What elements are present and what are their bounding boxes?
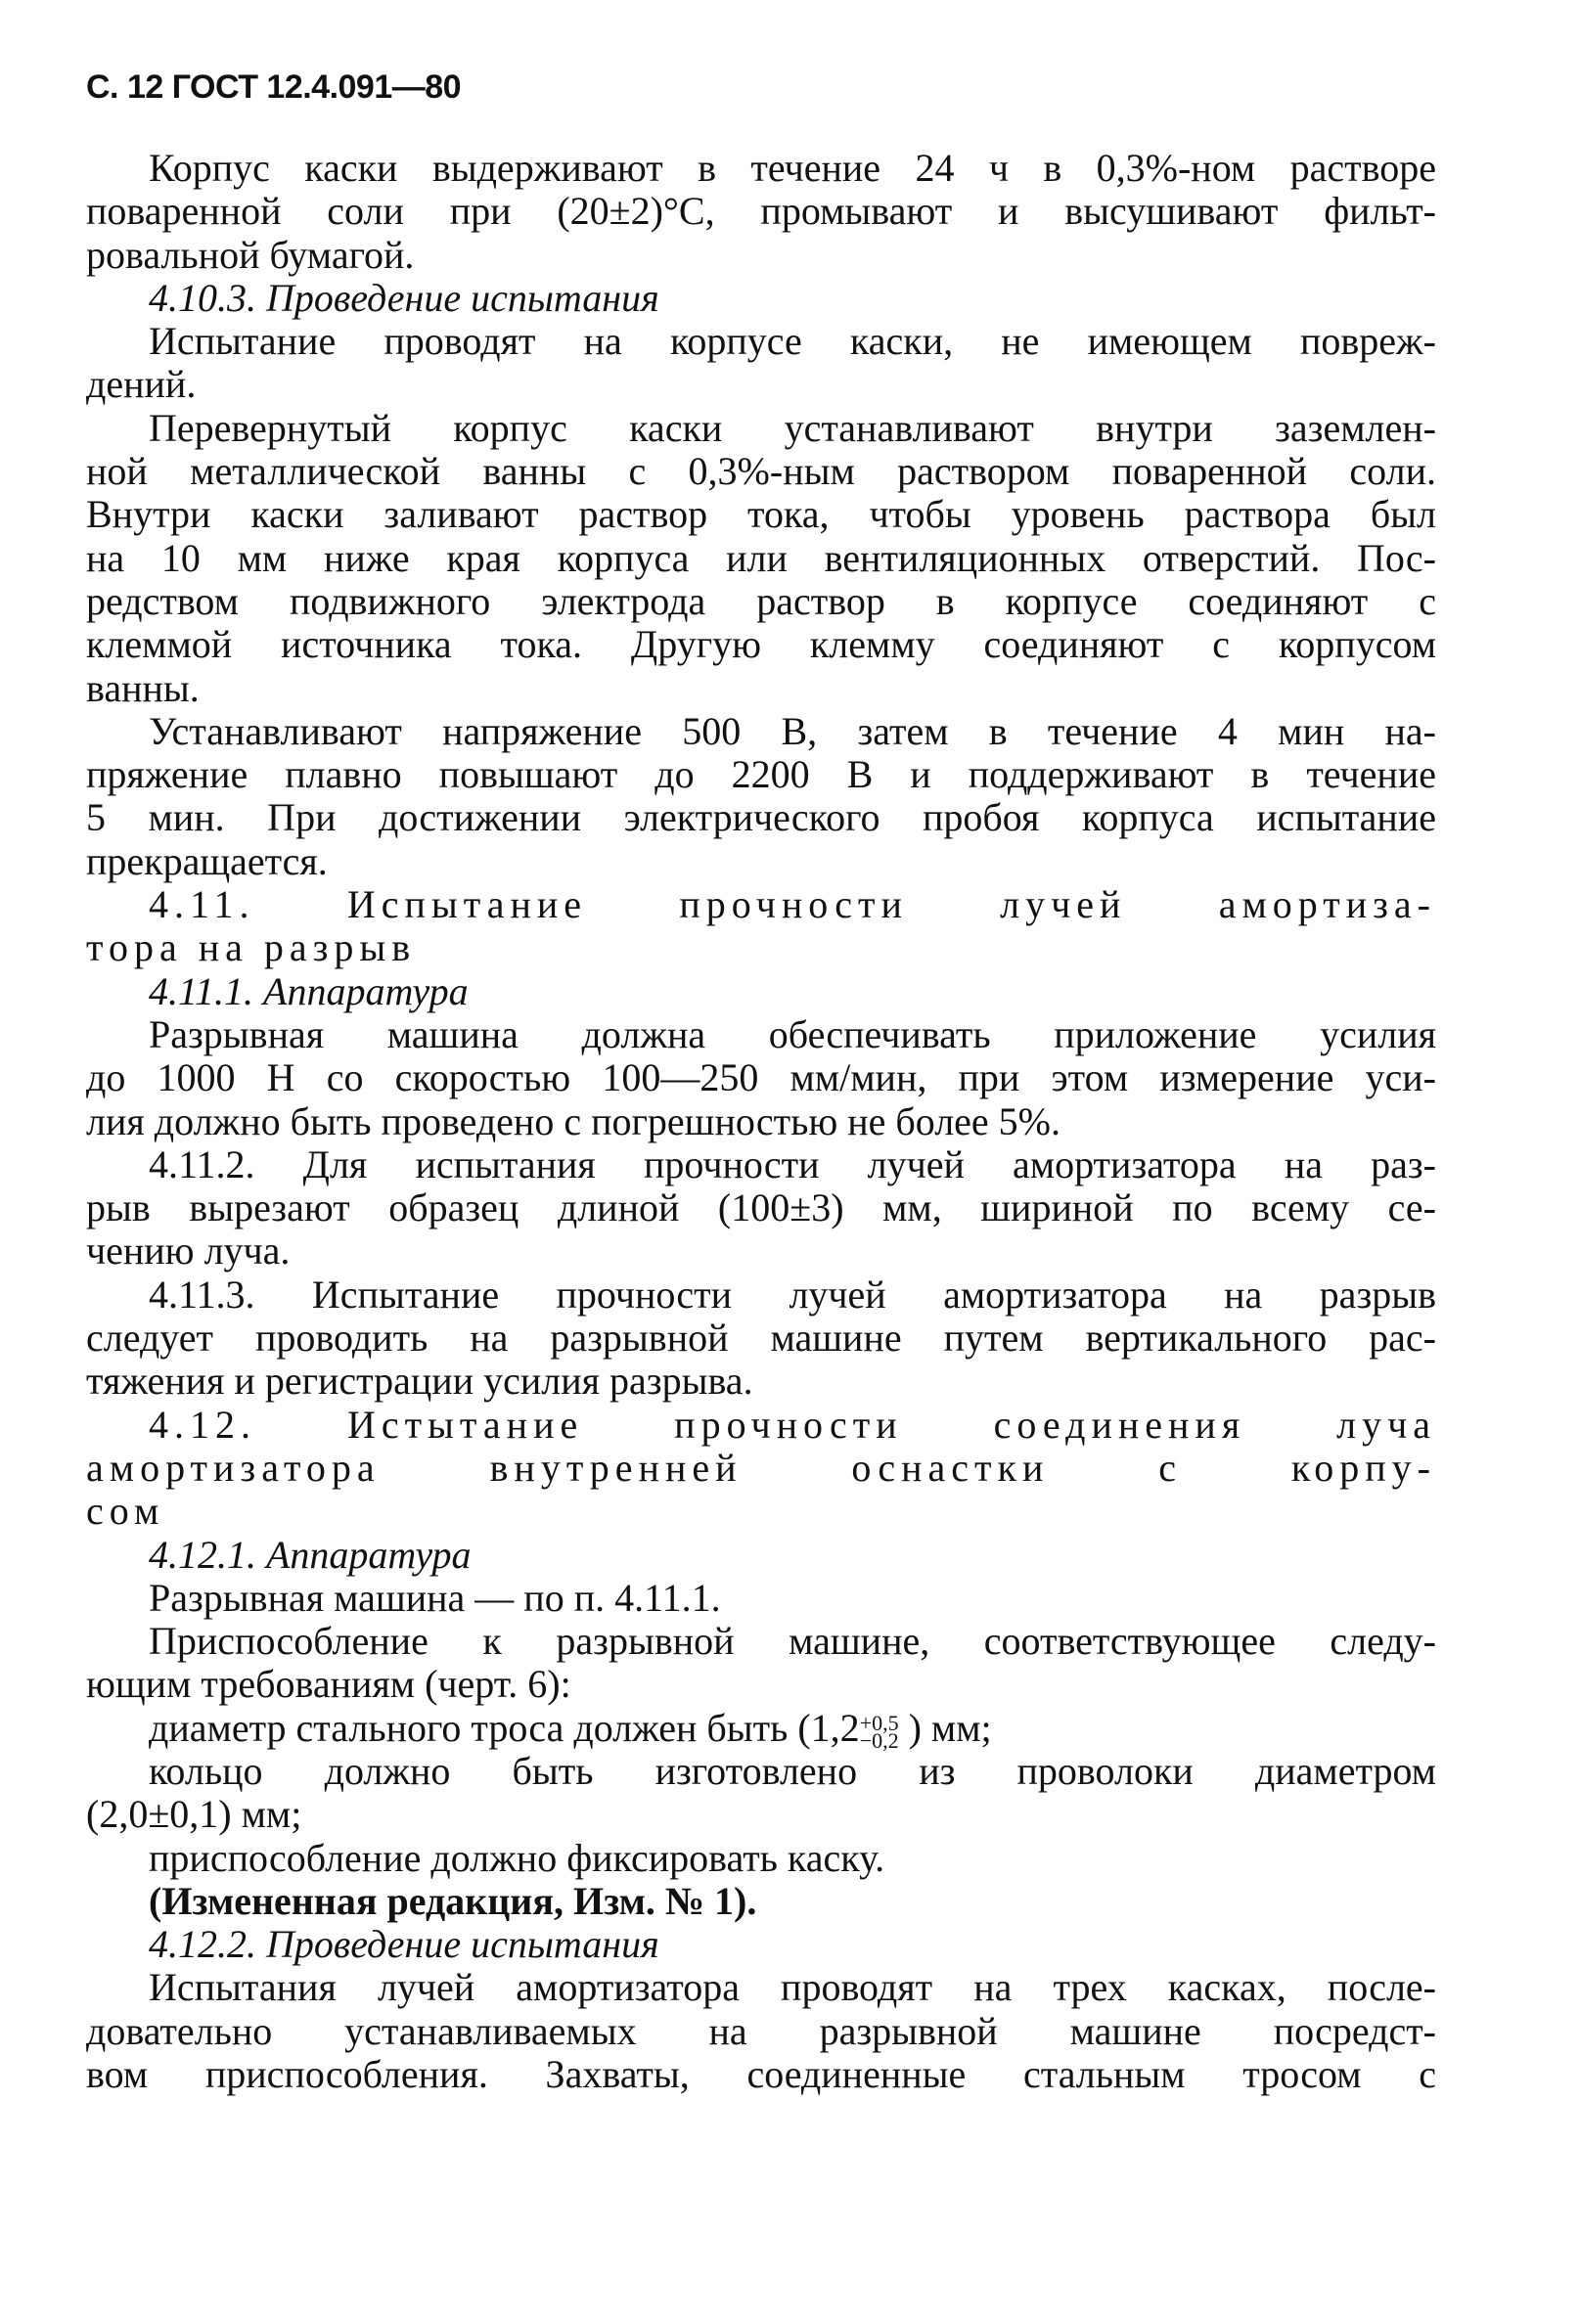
text-line: довательно устанавливаемых на разрывной машине посредст- bbox=[86, 2008, 1436, 2053]
text-line: ровальной бумагой. bbox=[86, 232, 415, 277]
text-line: Внутри каски заливают раствор тока, чтобы уровень раствора был bbox=[86, 492, 1436, 537]
text-line: клеммой источника тока. Другую клемму соединяют с корпусом bbox=[86, 622, 1436, 667]
text-line: чению луча. bbox=[86, 1229, 291, 1274]
section-heading: сом bbox=[86, 1489, 165, 1534]
text-line: поваренной соли при (20±2)°С, промывают и высушивают фильт- bbox=[86, 189, 1436, 234]
tolerance-lower: −0,2 bbox=[859, 1727, 899, 1753]
text-line: Разрывная машина должна обеспечивать приложение усилия bbox=[149, 1011, 1436, 1056]
text-line: следует проводить на разрывной машине путем вертикального рас- bbox=[86, 1316, 1436, 1361]
text-line: (2,0±0,1) мм; bbox=[86, 1792, 302, 1837]
text-line: ванны. bbox=[86, 665, 200, 710]
amendment-note: (Измененная редакция, Изм. № 1). bbox=[149, 1878, 757, 1923]
tolerance-upper: +0,5 bbox=[859, 1710, 899, 1735]
text-line: пряжение плавно повышают до 2200 В и поддерживают в течение bbox=[86, 752, 1436, 797]
text-line bbox=[86, 1705, 1436, 1753]
text-line: до 1000 Н со скоростью 100—250 мм/мин, при этом измерение уси- bbox=[86, 1055, 1436, 1100]
text-line: приспособление должно фиксировать каску. bbox=[149, 1835, 885, 1880]
subsection-heading: 4.12.1. Аппаратура bbox=[149, 1532, 472, 1577]
text-line: тяжения и регистрации усилия разрыва. bbox=[86, 1359, 753, 1404]
section-heading: тора на разрыв bbox=[86, 925, 417, 970]
text-line: на 10 мм ниже края корпуса или вентиляционных отверстий. Пос- bbox=[86, 535, 1436, 580]
section-heading: 4.11. Испытание прочности лучей амортиза- bbox=[149, 882, 1436, 927]
text-line: прекращается. bbox=[86, 838, 328, 883]
text-line: Устанавливают напряжение 500 В, затем в течение 4 мин на- bbox=[149, 708, 1436, 753]
section-heading: 4.10.3. Проведение испытания bbox=[149, 275, 659, 320]
text-line: редством подвижного электрода раствор в корпусе соединяют с bbox=[86, 578, 1436, 623]
text-line: 4.11.2. Для испытания прочности лучей амортизатора на раз- bbox=[149, 1141, 1436, 1186]
text-line: дений. bbox=[86, 362, 197, 407]
subsection-heading: 4.12.2. Проведение испытания bbox=[149, 1922, 659, 1967]
document-body bbox=[86, 147, 1436, 2096]
text-line: Разрывная машина — по п. 4.11.1. bbox=[149, 1575, 721, 1620]
text-line: Перевернутый корпус каски устанавливают внутри заземлен- bbox=[149, 405, 1436, 450]
section-heading: 4.12. Истытание прочности соединения луча bbox=[149, 1402, 1436, 1447]
rope-diameter-text: диаметр стального троса должен быть (1,2 bbox=[149, 1705, 860, 1750]
text-line: рыв вырезают образец длиной (100±3) мм, шириной по всему се- bbox=[86, 1185, 1436, 1230]
text-line: 4.11.3. Испытание прочности лучей амортизатора на разрыв bbox=[149, 1272, 1436, 1317]
rope-diameter-unit: ) мм; bbox=[908, 1705, 992, 1750]
text-line: кольцо должно быть изготовлено из проволоки диаметром bbox=[149, 1748, 1436, 1793]
text-line: вом приспособления. Захваты, соединенные стальным тросом с bbox=[86, 2052, 1436, 2097]
section-heading: амортизатора внутренней оснастки с корпу- bbox=[86, 1445, 1436, 1490]
text-line: Испытания лучей амортизатора проводят на трех касках, после- bbox=[149, 1965, 1436, 2010]
subsection-heading: 4.11.1. Аппаратура bbox=[149, 968, 469, 1013]
page-header: С. 12 ГОСТ 12.4.091—80 bbox=[86, 68, 462, 106]
text-line: лия должно быть проведено с погрешностью не более 5%. bbox=[86, 1098, 1060, 1143]
text-line: Корпус каски выдерживают в течение 24 ч в 0,3%-ном растворе bbox=[149, 146, 1436, 190]
tolerance-fraction bbox=[859, 1710, 899, 1753]
text-line: ной металлической ванны с 0,3%-ным раствором поваренной соли. bbox=[86, 449, 1436, 494]
text-line: ющим требованиям (черт. 6): bbox=[86, 1662, 571, 1707]
text-line: Приспособление к разрывной машине, соответствующее следу- bbox=[149, 1619, 1436, 1664]
text-line: Испытание проводят на корпусе каски, не имеющем повреж- bbox=[149, 319, 1436, 364]
text-line: 5 мин. При достижении электрического пробоя корпуса испытание bbox=[86, 795, 1436, 840]
